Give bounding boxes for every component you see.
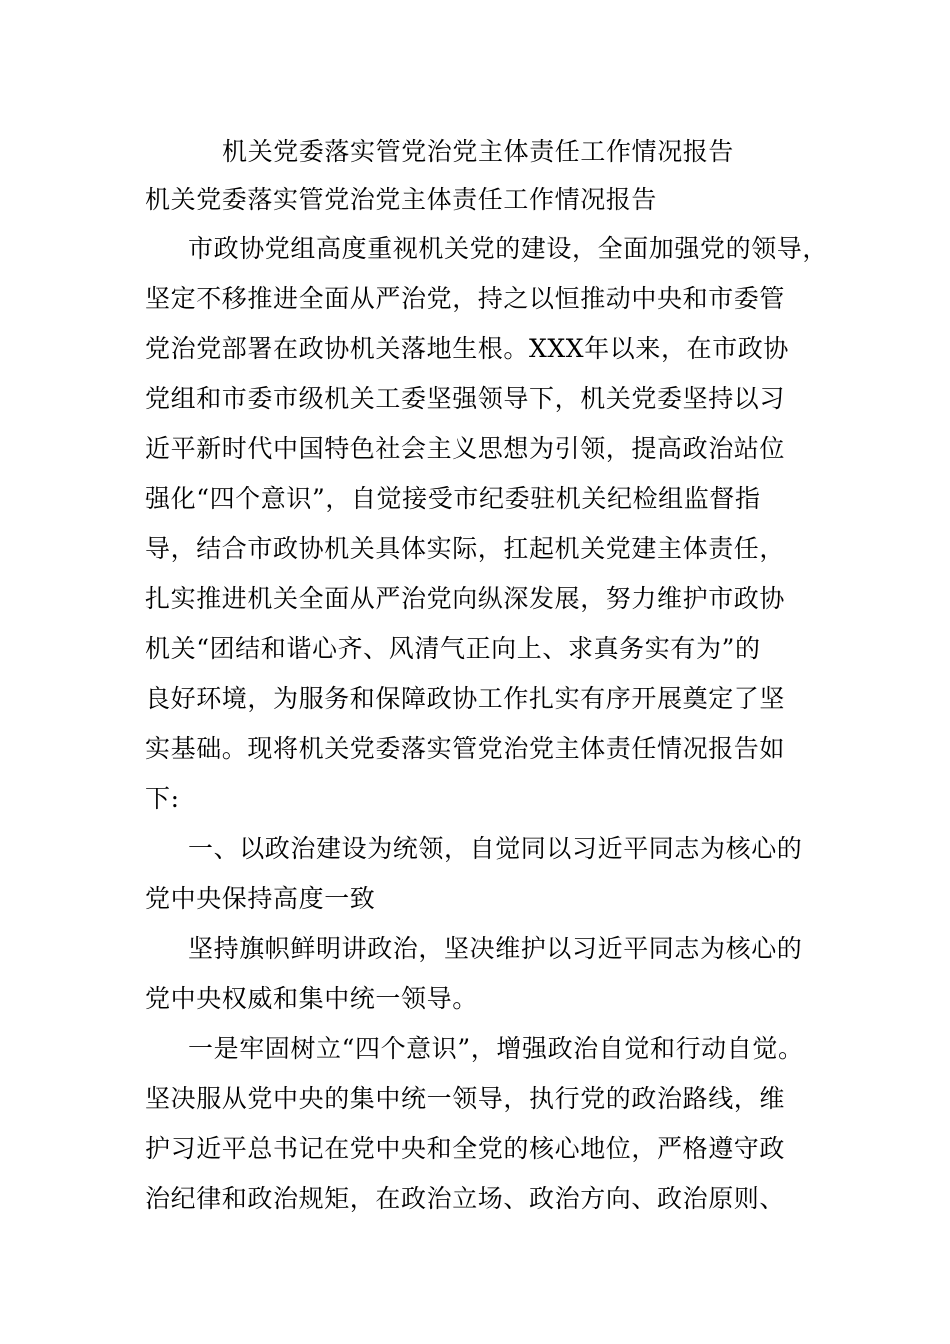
paragraph-1-line-9: 机关“团结和谐心齐、风清气正向上、求真务实有为”的 (145, 634, 761, 663)
paragraph-1-line-8: 扎实推进机关全面从严治党向纵深发展，努力维护市政协 (145, 584, 786, 613)
document-subtitle: 机关党委落实管党治党主体责任工作情况报告 (145, 185, 658, 214)
paragraph-1-line-5: 近平新时代中国特色社会主义思想为引领，提高政治站位 (145, 434, 786, 463)
document-title: 机关党委落实管党治党主体责任工作情况报告 (222, 137, 735, 166)
paragraph-1-line-2: 坚定不移推进全面从严治党，持之以恒推动中央和市委管 (145, 284, 786, 313)
paragraph-1-line-1: 市政协党组高度重视机关党的建设，全面加强党的领导， (188, 234, 829, 263)
paragraph-3-line-2: 坚决服从党中央的集中统一领导，执行党的政治路线，维 (145, 1084, 786, 1113)
paragraph-3-line-4: 治纪律和政治规矩，在政治立场、政治方向、政治原则、 (145, 1184, 786, 1213)
paragraph-3-line-3: 护习近平总书记在党中央和全党的核心地位，严格遵守政 (145, 1134, 786, 1163)
section-heading-1-line-1: 一、以政治建设为统领，自觉同以习近平同志为核心的 (188, 834, 803, 863)
paragraph-1-line-10: 良好环境，为服务和保障政协工作扎实有序开展奠定了坚 (145, 684, 786, 713)
paragraph-3-line-1: 一是牢固树立“四个意识”，增强政治自觉和行动自觉。 (188, 1034, 804, 1063)
paragraph-1-line-12: 下: (145, 784, 180, 813)
paragraph-2-line-2: 党中央权威和集中统一领导。 (145, 984, 478, 1013)
paragraph-1-line-11: 实基础。现将机关党委落实管党治党主体责任情况报告如 (145, 734, 786, 763)
paragraph-1-line-6: 强化“四个意识”，自觉接受市纪委驻机关纪检组监督指 (145, 484, 761, 513)
section-heading-1-line-2: 党中央保持高度一致 (145, 884, 376, 913)
paragraph-2-line-1: 坚持旗帜鲜明讲政治，坚决维护以习近平同志为核心的 (188, 934, 803, 963)
paragraph-1-line-4: 党组和市委市级机关工委坚强领导下，机关党委坚持以习 (145, 384, 786, 413)
paragraph-1-line-3: 党治党部署在政协机关落地生根。XXX年以来，在市政协 (145, 334, 789, 363)
paragraph-1-line-7: 导，结合市政协机关具体实际，扛起机关党建主体责任， (145, 534, 786, 563)
